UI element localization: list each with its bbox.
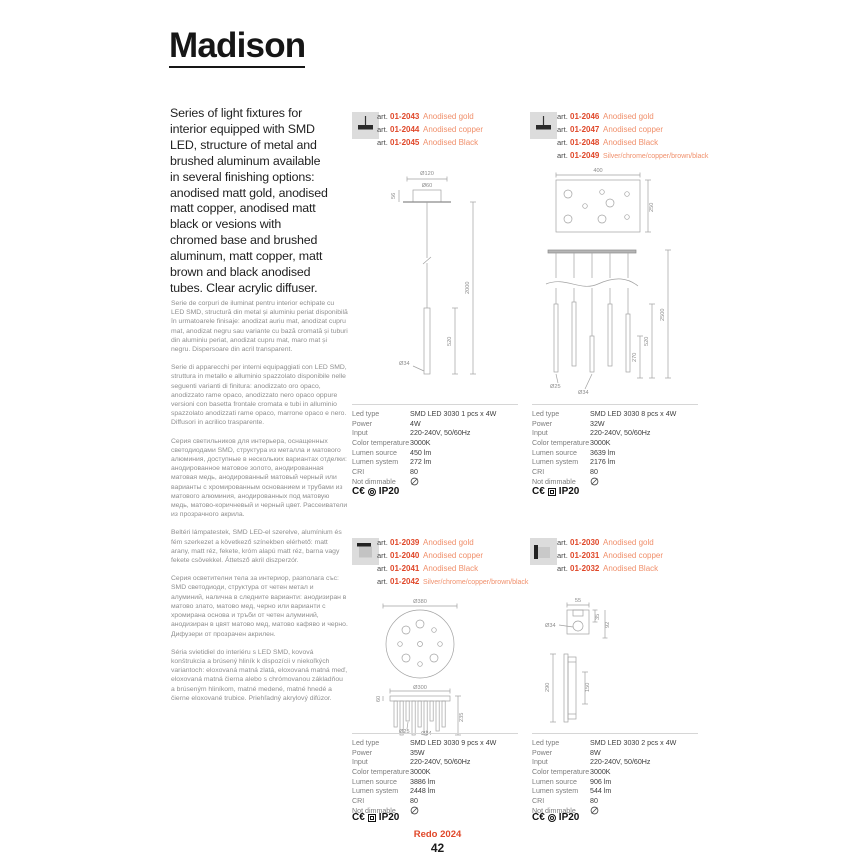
article-row: art. 01-2046 Anodised gold xyxy=(557,112,654,121)
svg-text:400: 400 xyxy=(593,168,603,174)
technical-drawing-pendant-multi xyxy=(528,166,703,403)
spec-row: Power 8W xyxy=(532,748,601,757)
spec-row: Color temperature 3000K xyxy=(532,438,611,447)
spec-row: Lumen system 544 lm xyxy=(532,787,612,796)
spec-row: Color temperature 3000K xyxy=(352,767,431,776)
technical-drawing-ceiling xyxy=(355,596,485,741)
article-row: art. 01-2041 Anodised Black xyxy=(377,564,479,573)
article-row: art. 01-2030 Anodised gold xyxy=(557,538,654,547)
svg-text:92: 92 xyxy=(605,621,611,628)
ip-rating: IP20 xyxy=(558,812,580,823)
pendant-multi-icon xyxy=(530,112,557,139)
article-row: art. 01-2042 Silver/chrome/copper/brown/black xyxy=(377,577,529,586)
svg-text:2000: 2000 xyxy=(465,281,471,294)
page-number: 42 xyxy=(430,841,445,855)
cert-mark-icon xyxy=(548,814,556,822)
svg-text:Ø25: Ø25 xyxy=(399,729,410,735)
not-dimmable-icon xyxy=(590,477,599,486)
intro-paragraph-it: Serie di apparecchi per interni equipaggiati con LED SMD, struttura in metallo e alluminio spazzolato disponibile nelle seguenti varianti di finitura: anodizzato oro opaco, anodizzato rame opaco, anodizzato nero opaco oppure versioni con basetta frontale cromata e tubi in alluminio spazzolato anodizzati rame opaco, marrone opaco e nero. Diffusori in acrilico trasparente. xyxy=(171,364,347,427)
intro-translations xyxy=(171,299,348,712)
spec-row: Color temperature 3000K xyxy=(532,767,611,776)
spec-row: CRI 80 xyxy=(532,467,598,476)
spec-row: Power 35W xyxy=(352,748,425,757)
spec-row: Lumen source 3886 lm xyxy=(352,777,436,786)
svg-text:150: 150 xyxy=(585,682,591,692)
spec-row: Led type SMD LED 3030 9 pcs x 4W xyxy=(352,738,497,747)
svg-text:520: 520 xyxy=(644,336,650,346)
spec-row: Input 220-240V, 50/60Hz xyxy=(352,429,471,438)
spec-table xyxy=(352,733,518,816)
article-row: art. 01-2045 Anodised Black xyxy=(377,138,479,147)
svg-text:Ø34: Ø34 xyxy=(421,731,432,736)
not-dimmable-icon xyxy=(410,806,419,815)
intro-paragraph-sk: Séria svietidiel do interiéru s LED SMD, kovová konštrukcia a brúsený hliník k dispozícii v niekoľkých variantoch: eloxovaná matná zlatá, eloxovaná matná meď, eloxovaná matná čierna alebo s chrómovanou základňou a brúseným hliníkom, matné medené, matné hnedé a čierne eloxované trubice. Priehľadný akrylový difúzor. xyxy=(171,648,348,702)
spec-row-not-dimmable: Not dimmable xyxy=(352,806,518,816)
spec-table xyxy=(532,733,698,816)
technical-drawing-wall xyxy=(533,596,653,735)
certification-row xyxy=(532,812,579,823)
spec-row: Input 220-240V, 50/60Hz xyxy=(532,429,651,438)
ce-mark: C€ xyxy=(532,812,545,823)
article-row: art. 01-2031 Anodised copper xyxy=(557,551,664,560)
certification-row xyxy=(532,486,579,497)
article-list xyxy=(377,112,483,151)
ip-rating: IP20 xyxy=(558,486,580,497)
svg-text:520: 520 xyxy=(447,336,453,346)
article-row: art. 01-2049 Silver/chrome/copper/brown/black xyxy=(557,151,709,160)
spec-row: Input 220-240V, 50/60Hz xyxy=(532,758,651,767)
svg-text:Ø25: Ø25 xyxy=(550,384,561,390)
ce-mark: C€ xyxy=(352,812,365,823)
spec-table xyxy=(532,404,698,487)
svg-text:Ø34: Ø34 xyxy=(399,361,410,367)
article-row: art. 01-2032 Anodised Black xyxy=(557,564,659,573)
cert-mark-icon xyxy=(368,488,376,496)
not-dimmable-icon xyxy=(590,806,599,815)
spec-row: Led type SMD LED 3030 8 pcs x 4W xyxy=(532,409,677,418)
intro-paragraph-hu: Beltéri lámpatestek, SMD LED-el szerelve, alumínium és fém szerkezet a következő színekben elérhető: matt arany, matt réz, fekete, króm alapú matt réz, barna vagy fekete csövekkel. Áttetsző akril diszperzór. xyxy=(171,529,342,565)
svg-text:270: 270 xyxy=(632,352,638,362)
ce-mark: C€ xyxy=(352,486,365,497)
article-list xyxy=(557,112,708,164)
ip-rating: IP20 xyxy=(378,486,400,497)
spec-row: Lumen source 450 lm xyxy=(352,448,432,457)
spec-row: Lumen source 3639 lm xyxy=(532,448,616,457)
svg-text:Ø120: Ø120 xyxy=(420,171,434,177)
page-title: Madison xyxy=(169,28,305,68)
cert-mark-icon xyxy=(548,488,556,496)
svg-text:Ø34: Ø34 xyxy=(545,623,556,629)
svg-text:Ø300: Ø300 xyxy=(413,685,427,691)
svg-text:35: 35 xyxy=(595,613,601,620)
certification-row xyxy=(352,812,399,823)
svg-text:2500: 2500 xyxy=(660,308,666,321)
spec-row: Color temperature 3000K xyxy=(352,438,431,447)
svg-text:Ø34: Ø34 xyxy=(578,390,589,396)
article-row: art. 01-2039 Anodised gold xyxy=(377,538,474,547)
spec-row: Lumen system 2448 lm xyxy=(352,787,436,796)
ip-rating: IP20 xyxy=(378,812,400,823)
pendant-single-icon xyxy=(352,112,379,139)
article-row: art. 01-2040 Anodised copper xyxy=(377,551,484,560)
spec-row: Power 4W xyxy=(352,419,421,428)
spec-row: Led type SMD LED 3030 1 pcs x 4W xyxy=(352,409,497,418)
ce-mark: C€ xyxy=(532,486,545,497)
spec-row-not-dimmable: Not dimmable xyxy=(352,477,518,487)
article-list xyxy=(377,538,528,590)
intro-paragraph-bg: Серия осветителни тела за интериор, разполага със: SMD светодиоди, структура от четен метал и алуминий, налична в следните варианти: анодизиран в матово злато, матово мед, черно или варианти с хромирана основа и тръби от четен алуминий, анодизиран в цвят матово мед, матово кафяво и черно. Дифузери от прозрачен акрилен. xyxy=(171,575,348,638)
article-row: art. 01-2043 Anodised gold xyxy=(377,112,474,121)
spec-row: CRI 80 xyxy=(352,796,418,805)
spec-row: Lumen system 2176 lm xyxy=(532,458,616,467)
spec-row-not-dimmable: Not dimmable xyxy=(532,806,698,816)
intro-paragraph-en: Series of light fixtures for interior equipped with SMD LED, structure of metal and brushed aluminum available in several finishing options: anodised matt gold, anodised matt copper, anodised matt black or vesions with chromed base and brushed aluminum, matt copper, matt brown and black anodised tubes. Clear acrylic diffuser. xyxy=(170,106,328,295)
article-list xyxy=(557,538,663,577)
spec-row: Lumen source 906 lm xyxy=(532,777,612,786)
spec-row: CRI 80 xyxy=(532,796,598,805)
spec-row: Input 220-240V, 50/60Hz xyxy=(352,758,471,767)
footer-brand: Redo 2024 xyxy=(413,829,462,840)
spec-row: Lumen system 272 lm xyxy=(352,458,432,467)
svg-text:56: 56 xyxy=(391,192,397,199)
certification-row xyxy=(352,486,399,497)
spec-row-not-dimmable: Not dimmable xyxy=(532,477,698,487)
svg-text:60: 60 xyxy=(376,695,382,702)
spec-row: Led type SMD LED 3030 2 pcs x 4W xyxy=(532,738,677,747)
svg-text:235: 235 xyxy=(459,712,465,722)
intro-paragraph-ro: Serie de corpuri de iluminat pentru interior echipate cu LED SMD, structură din metal și aluminiu periat disponibilă în urmatoarele finisaje: anodizat auriu mat, anodizat cupru mat, anodizat negru sau variante cu bază cromată și tuburi din aluminiu periat, anodizat cupru mat, maro mat și negru. Dispersoare din acril transparent. xyxy=(171,300,348,354)
spec-row: Power 32W xyxy=(532,419,605,428)
wall-light-icon xyxy=(530,538,557,565)
svg-text:55: 55 xyxy=(574,598,582,604)
ceiling-light-icon xyxy=(352,538,379,565)
article-row: art. 01-2044 Anodised copper xyxy=(377,125,484,134)
cert-mark-icon xyxy=(368,814,376,822)
intro-paragraph-ru: Серия светильников для интерьера, оснащенных светодиодами SMD, структура из металла и матового алюминия, доступные в нескольких вариантах отделки: анодированное матовое золото, анодированная матовая медь, анодированный матовый черный или варианты с хромированным основанием и трубами из матового алюминия, анодированных под матовую медь, матово-коричневый и черный цвет. Рассеиватели из прозрачного акрила. xyxy=(171,437,348,519)
article-row: art. 01-2047 Anodised copper xyxy=(557,125,664,134)
technical-drawing-pendant-single xyxy=(355,166,505,403)
spec-table xyxy=(352,404,518,487)
svg-text:290: 290 xyxy=(545,682,551,692)
svg-text:250: 250 xyxy=(649,202,655,212)
article-row: art. 01-2048 Anodised Black xyxy=(557,138,659,147)
svg-text:Ø380: Ø380 xyxy=(413,599,427,605)
not-dimmable-icon xyxy=(410,477,419,486)
svg-text:Ø60: Ø60 xyxy=(421,183,433,189)
spec-row: CRI 80 xyxy=(352,467,418,476)
